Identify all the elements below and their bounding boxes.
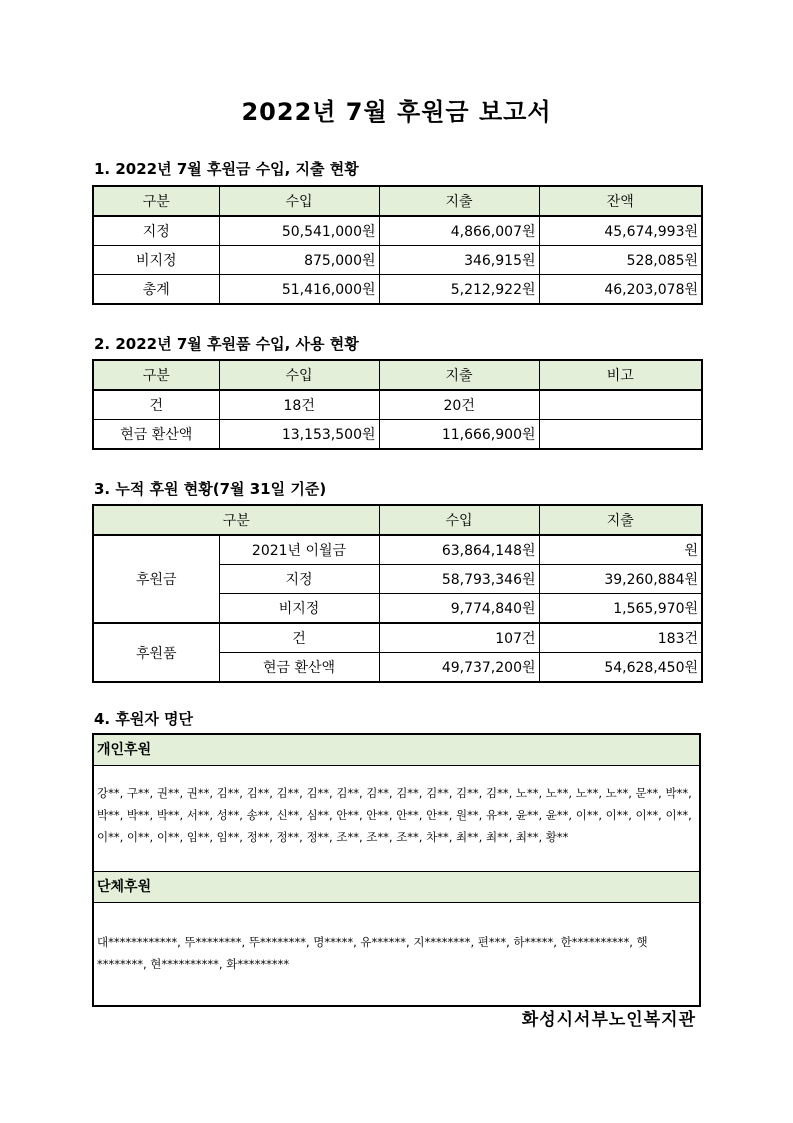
income-cell: 18건 [219, 390, 379, 420]
report-title: 2022년 7월 후원금 보고서 [241, 98, 552, 126]
expense-cell: 5,212,922원 [379, 275, 539, 305]
expense-cell: 20건 [379, 390, 539, 420]
expense-cell: 54,628,450원 [539, 653, 702, 683]
table-row [93, 275, 702, 305]
income-cell: 51,416,000원 [219, 275, 379, 305]
table-row [93, 246, 702, 275]
row-label: 지정 [219, 565, 379, 594]
section2-heading: 2. 2022년 7월 후원품 수입, 사용 현황 [94, 335, 359, 353]
table-row [93, 623, 702, 653]
section3-heading: 3. 누적 후원 현황(7월 31일 기준) [94, 480, 327, 498]
header-expense: 지출 [379, 186, 539, 216]
income-cell: 13,153,500원 [219, 420, 379, 450]
header-income: 수입 [219, 360, 379, 390]
expense-cell: 183건 [539, 623, 702, 653]
individual-donors-label: 개인후원 [94, 735, 699, 766]
header-income: 수입 [219, 186, 379, 216]
income-cell: 107건 [379, 623, 539, 653]
row-label: 지정 [93, 216, 219, 246]
goods-income-usage-table [92, 359, 703, 450]
remarks-cell [539, 420, 702, 450]
expense-cell: 39,260,884원 [539, 565, 702, 594]
balance-cell: 46,203,078원 [539, 275, 702, 305]
cumulative-donation-table [92, 504, 703, 683]
row-label: 비지정 [93, 246, 219, 275]
table-row [93, 390, 702, 420]
header-expense: 지출 [539, 505, 702, 535]
section4-heading: 4. 후원자 명단 [94, 710, 194, 728]
remarks-cell [539, 390, 702, 420]
donor-list-box [92, 733, 701, 1007]
header-expense: 지출 [379, 360, 539, 390]
table-row [93, 420, 702, 450]
expense-cell: 1,565,970원 [539, 594, 702, 624]
income-cell: 9,774,840원 [379, 594, 539, 624]
row-label: 2021년 이월금 [219, 535, 379, 565]
table-header-row [93, 186, 702, 216]
row-label: 현금 환산액 [93, 420, 219, 450]
header-category: 구분 [93, 505, 379, 535]
row-label: 비지정 [219, 594, 379, 624]
income-cell: 875,000원 [219, 246, 379, 275]
group-donors-label: 단체후원 [94, 871, 699, 903]
income-cell: 63,864,148원 [379, 535, 539, 565]
header-income: 수입 [379, 505, 539, 535]
expense-cell: 346,915원 [379, 246, 539, 275]
group-label-donations: 후원금 [93, 535, 219, 623]
section1-heading: 1. 2022년 7월 후원금 수입, 지출 현황 [94, 160, 359, 178]
organization-name: 화성시서부노인복지관 [521, 1010, 696, 1030]
row-label: 현금 환산액 [219, 653, 379, 683]
row-label: 건 [219, 623, 379, 653]
income-cell: 49,737,200원 [379, 653, 539, 683]
income-cell: 58,793,346원 [379, 565, 539, 594]
header-balance: 잔액 [539, 186, 702, 216]
balance-cell: 45,674,993원 [539, 216, 702, 246]
table-row [93, 216, 702, 246]
group-label-goods: 후원품 [93, 623, 219, 682]
header-category: 구분 [93, 186, 219, 216]
header-remarks: 비고 [539, 360, 702, 390]
group-donors-list: 대************, 뚜********, 뚜********, 명*****, 유******, 지********, 편***, 하*****, 한**********, 햇********, 현**********, 화********* [97, 935, 648, 971]
individual-donors-list: 강**, 구**, 권**, 권**, 김**, 김**, 김**, 김**, 김**, 김**, 김**, 김**, 김**, 김**, 노**, 노**, 노**, 노**, 문**, 박**, 박**, 박**, 박**, 서**, 성**, 송**, 신**, 심**, 안**, 안**, 안**, 안**, 원**, 유**, 윤**, 윤**, 이**, 이**, 이**, 이**, 이**, 이**, 이**, 임**, 임**, 정**, 정**, 정**, 조**, 조**, 조**, 차**, 최**, 최**, 최**, 황** [97, 786, 692, 844]
expense-cell: 4,866,007원 [379, 216, 539, 246]
donation-income-expense-table [92, 185, 703, 305]
row-label: 총계 [93, 275, 219, 305]
table-header-row [93, 505, 702, 535]
expense-cell: 원 [539, 535, 702, 565]
table-row [93, 535, 702, 565]
row-label: 건 [93, 390, 219, 420]
header-category: 구분 [93, 360, 219, 390]
expense-cell: 11,666,900원 [379, 420, 539, 450]
income-cell: 50,541,000원 [219, 216, 379, 246]
balance-cell: 528,085원 [539, 246, 702, 275]
table-header-row [93, 360, 702, 390]
